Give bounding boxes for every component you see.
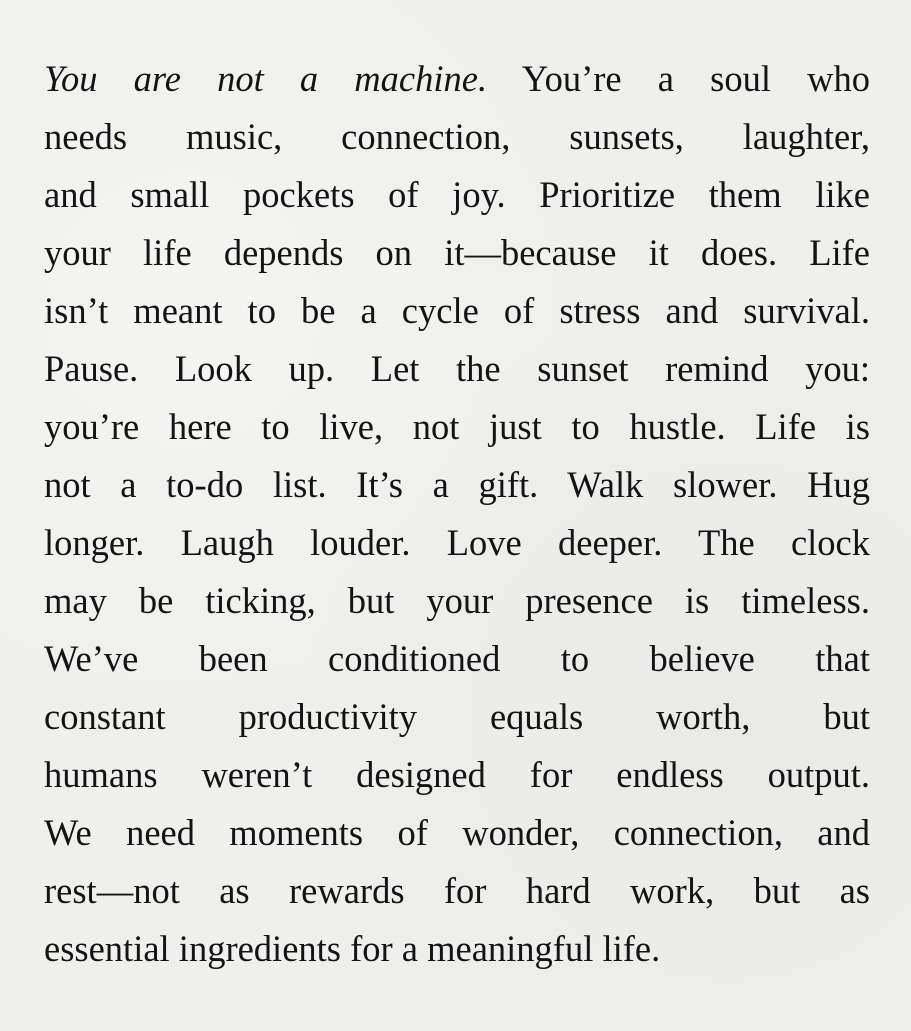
passage-line-4: your life depends on it—because it does. Life [44, 232, 870, 273]
italic-lead-phrase: You are not a machine. [44, 58, 488, 99]
passage-line-9: longer. Laugh louder. Love deeper. The clock [44, 522, 870, 563]
passage-line-6: Pause. Look up. Let the sunset remind you: [44, 348, 870, 389]
passage-line-5: isn’t meant to be a cycle of stress and survival. [44, 290, 870, 331]
passage-line-11: We’ve been conditioned to believe that [44, 638, 870, 679]
passage-line-16: essential ingredients for a meaningful life. [44, 928, 661, 969]
passage-line-10: may be ticking, but your presence is timeless. [44, 580, 870, 621]
passage-line-1 [44, 50, 870, 108]
passage-line-8: not a to-do list. It’s a gift. Walk slower. Hug [44, 464, 870, 505]
quote-passage [44, 50, 870, 978]
passage-line-14: We need moments of wonder, connection, and [44, 812, 870, 853]
passage-line-15: rest—not as rewards for hard work, but as [44, 870, 870, 911]
passage-line-2: needs music, connection, sunsets, laughter, [44, 116, 870, 157]
passage-line-3: and small pockets of joy. Prioritize them like [44, 174, 870, 215]
passage-line-7: you’re here to live, not just to hustle. Life is [44, 406, 870, 447]
passage-line-12: constant productivity equals worth, but [44, 696, 870, 737]
passage-line-1-rest: You’re a soul who [487, 58, 870, 99]
passage-line-13: humans weren’t designed for endless output. [44, 754, 870, 795]
